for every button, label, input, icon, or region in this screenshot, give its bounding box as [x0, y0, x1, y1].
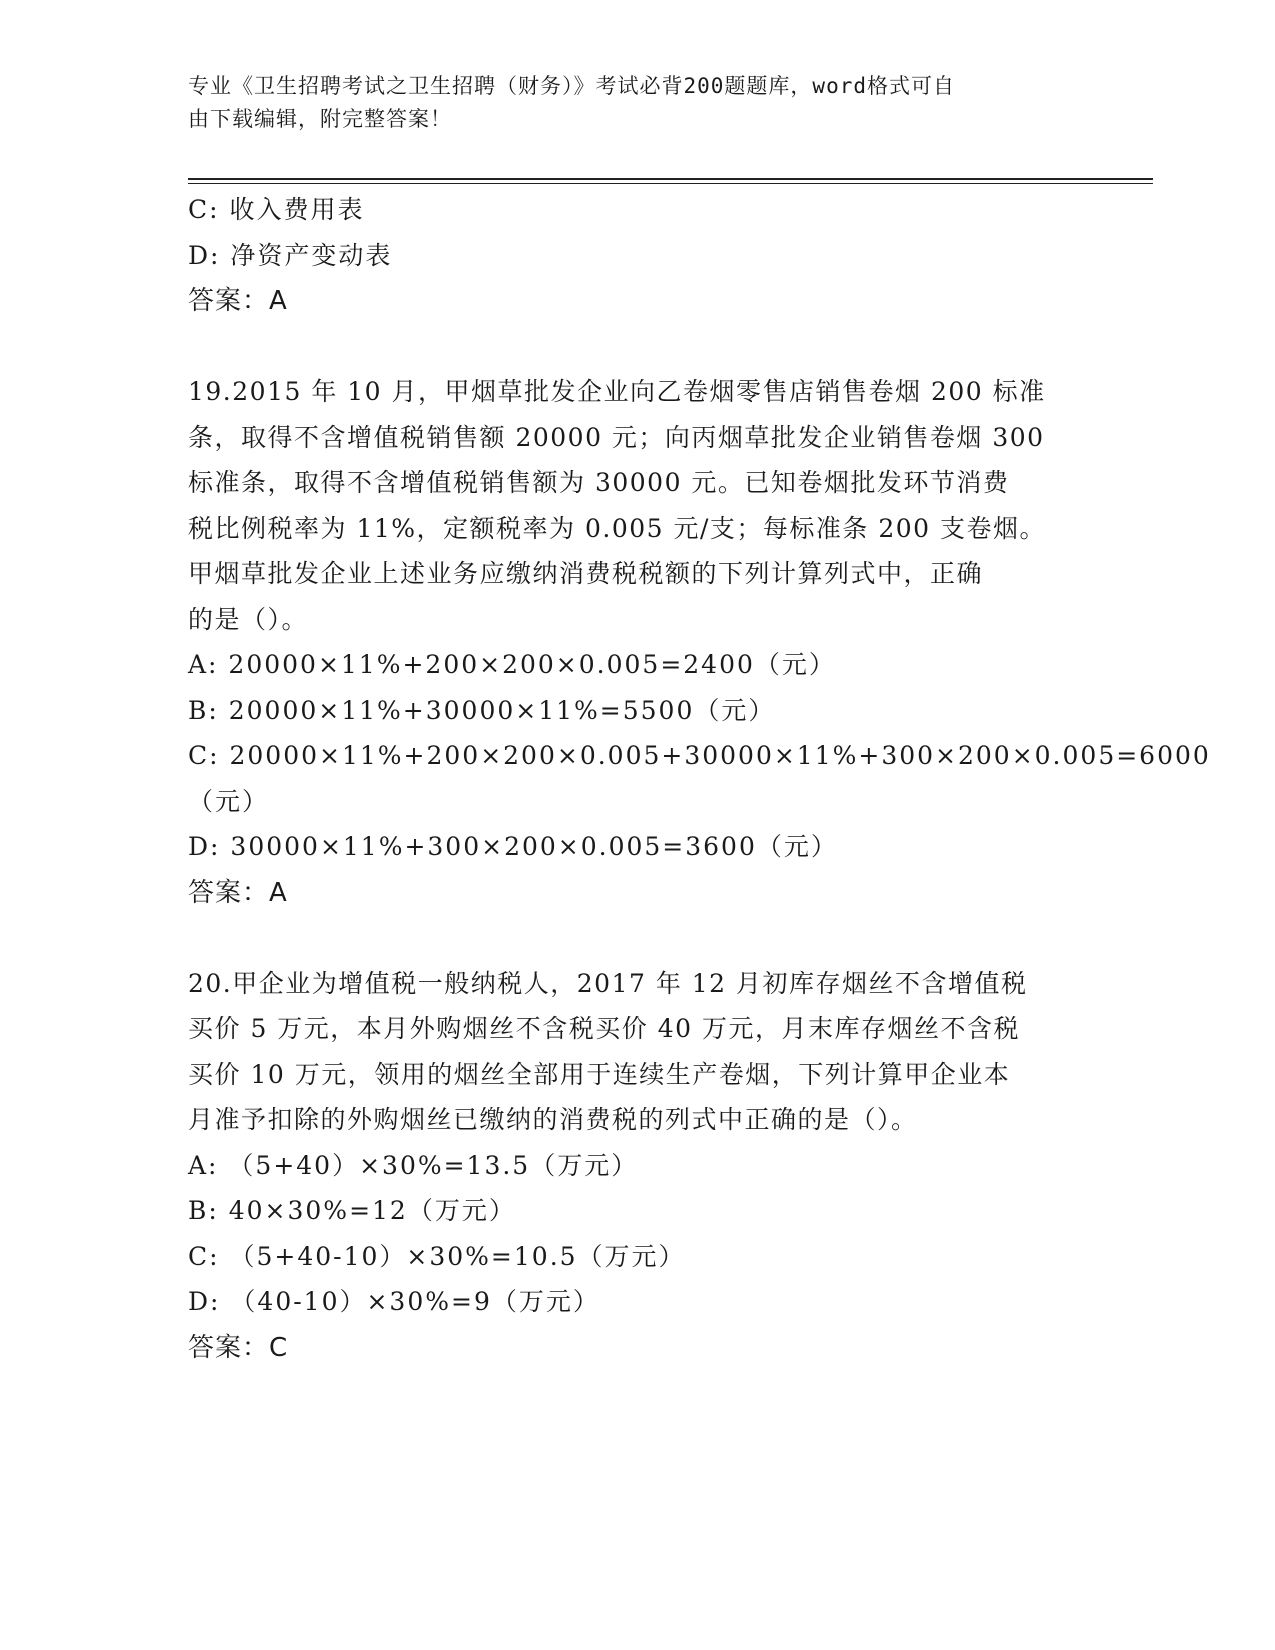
option-a: A: 20000×11%+200×200×0.005=2400（元）	[188, 650, 836, 679]
option-a: A: （5+40）×30%=13.5（万元）	[188, 1150, 639, 1180]
stem-line: 买价 5 万元，本月外购烟丝不含税买价 40 万元，月末库存烟丝不含税	[188, 1014, 1021, 1043]
stem-line: 的是（）。	[188, 604, 309, 634]
document-page	[188, 0, 1211, 1650]
question-20	[188, 961, 1153, 1371]
answer-line: 答案：C	[188, 1332, 289, 1363]
stem-line: 19.2015 年 10 月，甲烟草批发企业向乙卷烟零售店销售卷烟 200 标准	[188, 377, 1046, 406]
option-d: D: （40-10）×30%=9（万元）	[188, 1287, 600, 1316]
stem-line: 条，取得不含增值税销售额 20000 元；向丙烟草批发企业销售卷烟 300	[188, 422, 1045, 452]
option-c-continued: （元）	[188, 786, 270, 816]
answer-line: 答案：A	[188, 286, 288, 316]
stem-line: 标准条，取得不含增值税销售额为 30000 元。已知卷烟批发环节消费	[188, 468, 1010, 497]
stem-line: 20.甲企业为增值税一般纳税人，2017 年 12 月初库存烟丝不含增值税	[188, 968, 1028, 998]
question-19-stem	[188, 369, 1153, 642]
header-divider-thick	[188, 178, 1153, 180]
stem-line: 买价 10 万元，领用的烟丝全部用于连续生产卷烟，下列计算甲企业本	[188, 1059, 1011, 1089]
option-c: C: （5+40-10）×30%=10.5（万元）	[188, 1241, 686, 1271]
document-body	[188, 187, 1211, 1371]
stem-line: 月准予扣除的外购烟丝已缴纳的消费税的列式中正确的是（）。	[188, 1105, 918, 1134]
header-line-1: 专业《卫生招聘考试之卫生招聘（财务）》考试必背200题题库，word格式可自	[188, 74, 955, 98]
option-c: C: 收入费用表	[188, 195, 365, 224]
answer-line: 答案：A	[188, 877, 288, 908]
document-header	[188, 70, 1048, 136]
option-d: D: 30000×11%+300×200×0.005=3600（元）	[188, 832, 838, 861]
option-c: C: 20000×11%+200×200×0.005+30000×11%+300×200×0.005=6000	[188, 741, 1211, 770]
question-20-stem	[188, 961, 1153, 1143]
option-b: B: 20000×11%+30000×11%=5500（元）	[188, 695, 776, 725]
option-b: B: 40×30%=12（万元）	[188, 1196, 516, 1225]
stem-line: 甲烟草批发企业上述业务应缴纳消费税税额的下列计算列式中，正确	[188, 559, 984, 588]
stem-line: 税比例税率为 11%，定额税率为 0.005 元/支；每标准条 200 支卷烟。	[188, 513, 1047, 543]
question-19	[188, 369, 1211, 916]
previous-question-tail	[188, 187, 1153, 324]
header-divider-thin	[188, 183, 1153, 184]
header-line-2: 由下载编辑，附完整答案！	[188, 107, 452, 131]
option-d: D: 净资产变动表	[188, 240, 393, 270]
